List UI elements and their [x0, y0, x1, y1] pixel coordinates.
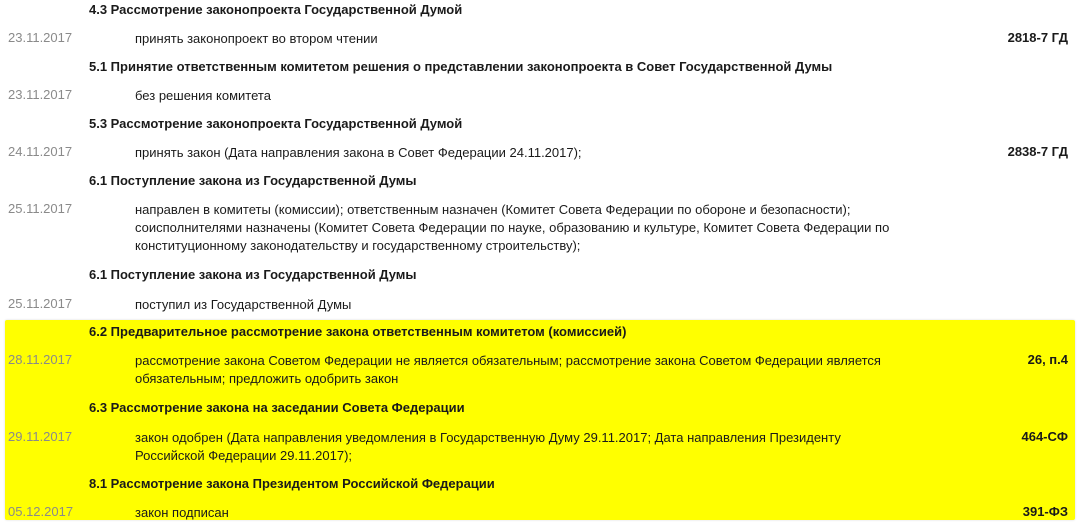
- event-stage-title: 5.1 Принятие ответственным комитетом решения о представлении законопроекта в Совет Государственной Думы: [89, 59, 833, 74]
- event-stage-title: 6.1 Поступление закона из Государственной Думы: [89, 173, 417, 188]
- event-document-number[interactable]: 391-ФЗ: [1022, 504, 1068, 519]
- event-date: 23.11.2017: [8, 87, 73, 102]
- event-stage-title: 6.3 Рассмотрение закона на заседании Совета Федерации: [89, 400, 465, 415]
- event-description: направлен в комитеты (комиссии); ответственным назначен (Комитет Совета Федерации по обороне и безопасности); соисполнителями назначены (Комитет Совета Федерации по науке, образованию и культуре, Комитет Совета Федерации по конституционному законодательству и государственному строительству);: [135, 202, 890, 253]
- event-document-number[interactable]: 464-СФ: [1021, 429, 1068, 444]
- event-description: принять закон (Дата направления закона в Совет Федерации 24.11.2017);: [135, 145, 582, 160]
- event-description: поступил из Государственной Думы: [135, 297, 352, 312]
- event-document-number[interactable]: 26, п.4: [1027, 352, 1068, 367]
- event-document-number[interactable]: 2838-7 ГД: [1007, 144, 1068, 159]
- event-description: рассмотрение закона Советом Федерации не является обязательным; рассмотрение закона Советом Федерации является обязательным; предложить одобрить закон: [135, 353, 881, 386]
- event-date: 25.11.2017: [8, 201, 73, 216]
- event-stage-title: 8.1 Рассмотрение закона Президентом Российской Федерации: [89, 476, 495, 491]
- event-date: 28.11.2017: [8, 352, 73, 367]
- event-stage-title: 4.3 Рассмотрение законопроекта Государственной Думой: [89, 2, 463, 17]
- event-date: 25.11.2017: [8, 296, 73, 311]
- event-stage-title: 5.3 Рассмотрение законопроекта Государственной Думой: [89, 116, 463, 131]
- event-description: без решения комитета: [135, 88, 271, 103]
- event-document-number[interactable]: 2818-7 ГД: [1007, 30, 1068, 45]
- event-date: 29.11.2017: [8, 429, 73, 444]
- event-stage-title: 6.1 Поступление закона из Государственной Думы: [89, 267, 417, 282]
- event-description: закон одобрен (Дата направления уведомления в Государственную Думу 29.11.2017; Дата направления Президенту Российской Федерации 29.11.2017);: [135, 430, 841, 463]
- event-date: 05.12.2017: [8, 504, 74, 519]
- event-date: 24.11.2017: [8, 144, 73, 159]
- event-description: закон подписан: [135, 505, 229, 520]
- event-date: 23.11.2017: [8, 30, 73, 45]
- event-stage-title: 6.2 Предварительное рассмотрение закона ответственным комитетом (комиссией): [89, 324, 627, 339]
- event-description: принять законопроект во втором чтении: [135, 31, 378, 46]
